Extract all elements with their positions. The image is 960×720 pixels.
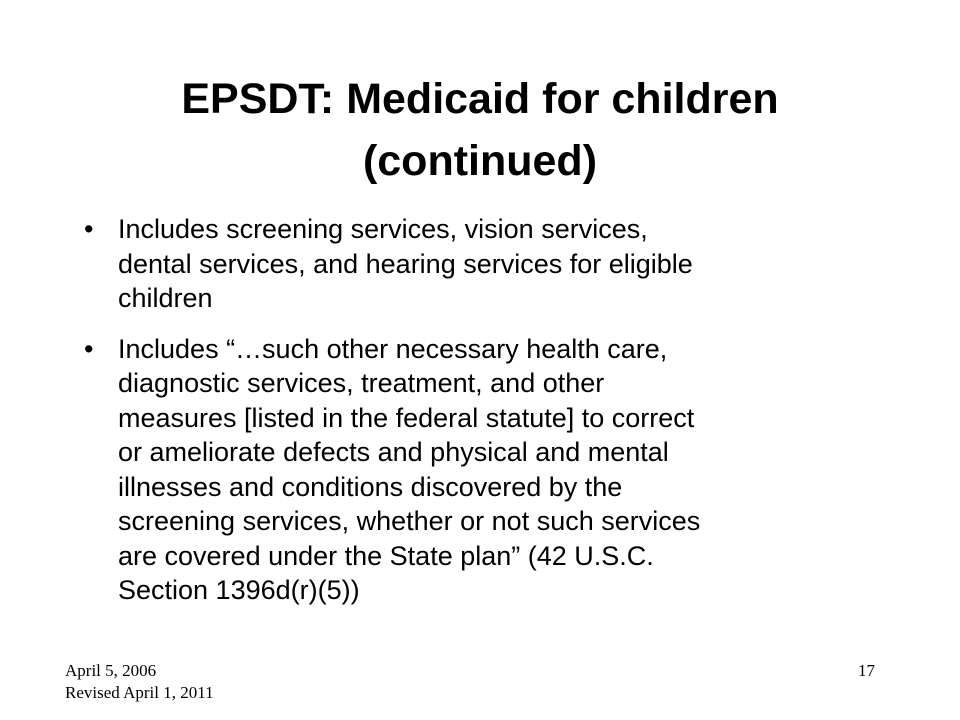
bullet-text-line: screening services, whether or not such services	[118, 506, 701, 536]
bullet-marker: •	[84, 333, 94, 364]
bullet-text-line: diagnostic services, treatment, and other	[118, 368, 605, 398]
bullet-text-line: Includes screening services, vision services,	[118, 214, 648, 244]
bullet-text-line: or ameliorate defects and physical and mental	[118, 437, 669, 467]
bullet-item	[84, 332, 884, 608]
footer-date-line: April 5, 2006	[65, 661, 157, 680]
bullet-list	[84, 212, 884, 624]
bullet-item	[84, 212, 884, 316]
bullet-text-line: Section 1396d(r)(5))	[118, 575, 360, 605]
bullet-text-line: Includes “…such other necessary health care,	[118, 333, 668, 364]
slide-title	[60, 68, 900, 192]
bullet-text-line: measures [listed in the federal statute] to correct	[118, 402, 695, 433]
footer-revised-line: Revised April 1, 2011	[65, 683, 214, 702]
footer-date	[65, 660, 214, 704]
bullet-text-line: are covered under the State plan” (42 U.S.C.	[118, 540, 654, 571]
bullet-marker: •	[84, 214, 94, 244]
bullet-text-line: dental services, and hearing services for eligible	[118, 248, 693, 279]
page-number: 17	[858, 661, 875, 680]
title-line: EPSDT: Medicaid for children	[181, 75, 779, 123]
bullet-text-line: illnesses and conditions discovered by the	[118, 471, 623, 502]
bullet-text-line: children	[118, 283, 213, 313]
title-line: (continued)	[362, 137, 598, 185]
